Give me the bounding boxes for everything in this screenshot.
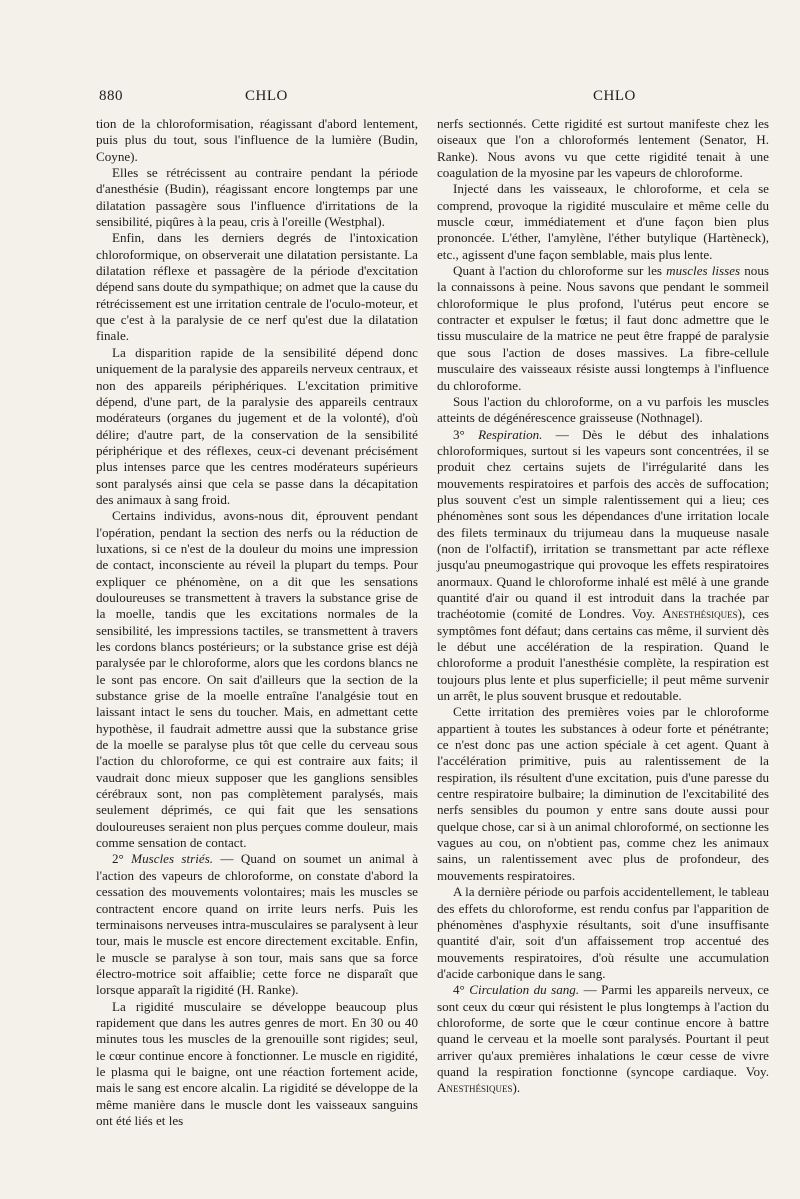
section-number: 2° bbox=[112, 851, 124, 867]
paragraph: Enfin, dans les derniers degrés de l'intoxication chloroformique, on observerait une dilatation persistante. La dilatation réflexe et passagère de la période d'excitation dépend sans doute du sympathique; on admet que la cause du rétrécissement est une irritation centrale de l'oculo-moteur, et que c'est à la paralysie de ce nerf qu'est due la dilatation finale. bbox=[96, 230, 418, 344]
section-number: 3° bbox=[453, 426, 465, 442]
section-title: Respiration. bbox=[478, 426, 543, 442]
section-muscles-stries bbox=[96, 851, 418, 998]
paragraph: Cette irritation des premières voies par le chloroforme appartient à toutes les substances à odeur forte et pénétrante; ce n'est donc pas une action spéciale à cet agent. Quant à l'accélération primitive, puis au ralentissement de la respiration, ils résultent d'une excitation, puis d'une paresse du centre respiratoire bulbaire; la diminution de l'excitabilité des nerfs sensibles du poumon y entre sans doute aussi pour quelque chose, car si à un animal chloroformé, on sectionne les vagues au cou, on n'obtient pas, comme chez les animaux sains, un ralentissement avec plus de profondeur, des mouvements respiratoires. bbox=[437, 704, 769, 883]
paragraph: nerfs sectionnés. Cette rigidité est surtout manifeste chez les oiseaux que l'on a chloroformés lentement (Senator, H. Ranke). Nous avons vu que cette rigidité tenait à une coagulation de la myosine par les vapeurs de chloroforme. bbox=[437, 116, 769, 181]
cross-reference: Anesthésiques bbox=[662, 606, 738, 622]
paragraph: Elles se rétrécissent au contraire pendant la période d'anesthésie (Budin), réagissant encore longtemps par une dilatation passagère sous l'influence d'irritations de la sensibilité, piqûres à la peau, cris à l'oreille (Westphal). bbox=[96, 165, 418, 230]
section-body: — Quand on soumet un animal à l'action des vapeurs de chloroforme, on constate d'abord la cessation des mouvements volontaires; mais les muscles se contractent encore quand on irrite leurs nerfs. Puis les terminaisons nerveuses intra-musculaires se paralysent à leur tour, mais le muscle est encore directement excitable. Enfin, le muscle se paralyse à son tour, mais sans que sa force électro-motrice soit affaiblie; cette force ne disparaît que lorsque apparaît la rigidité (H. Ranke). bbox=[96, 851, 419, 998]
cross-reference: Anesthésiques bbox=[437, 1080, 513, 1096]
paragraph: A la dernière période ou parfois accidentellement, le tableau des effets du chloroforme, est rendu confus par l'apparition de phénomènes d'asphyxie résultants, soit d'une insuffisante quantité d'air, soit d'un affaissement trop accentué des mouvements respiratoires, d'où résulte une accumulation d'acide carbonique dans le sang. bbox=[437, 884, 769, 981]
text-run: nous la connaissons à peine. Nous savons que pendant le sommeil chloroformique le plus profond, l'utérus peut encore se contracter et expulser le fœtus; il faut donc admettre que le tissu musculaire de la matrice ne peut être frappé de paralysie que sous l'action de doses massives. La fibre-cellule musculaire des vaisseaux résiste aussi longtemps à l'influence du chloroforme. bbox=[437, 263, 770, 393]
text-run: Quant à l'action du chloroforme sur les bbox=[453, 263, 667, 279]
paragraph: Certains individus, avons-nous dit, éprouvent pendant l'opération, pendant la section des nerfs ou la réduction de luxations, si ce n'est de la douleur du moins une impression de contact, inconsciente au réveil la plupart du temps. Pour expliquer ce phénomène, on a dit que les sensations douloureuses se transmettent à travers la substance grise de la moelle, tandis que les excitations normales de la sensibilité, les impressions tactiles, se transmettent à travers les cordons blancs postérieurs; or la substance grise est déjà paralysée par le chloroforme, alors que les cordons blancs ne le sont pas encore. On sait d'ailleurs que la section de la substance grise de la moelle entraîne l'analgésie tout en laissant intact le sens du toucher. Mais, en admettant cette hypothèse, il faudrait admettre aussi que la substance grise de la moelle se paralyse plus tôt que celle du cerveau sous l'action du chloroforme, ce qui est contraire aux faits; il vaudrait donc mieux supposer que les ganglions sensibles cérébraux sont, non pas complètement paralysés, mais seulement déprimés, ce qui fait que les sensations douloureuses seraient non plus perçues comme douleur, mais comme sensation de contact. bbox=[96, 508, 418, 851]
running-head-left: CHLO bbox=[245, 88, 288, 104]
paragraph: tion de la chloroformisation, réagissant d'abord lentement, puis plus du tout, sous l'influence de la lumière (Budin, Coyne). bbox=[96, 116, 418, 164]
left-column bbox=[96, 116, 418, 1129]
section-respiration bbox=[437, 427, 769, 705]
paragraph: Sous l'action du chloroforme, on a vu parfois les muscles atteints de dégénérescence graisseuse (Nothnagel). bbox=[437, 393, 769, 426]
paragraph: La rigidité musculaire se développe beaucoup plus rapidement que dans les autres genres de mort. En 30 ou 40 minutes tous les muscles de la grenouille sont rigides; seul, le cœur continue encore à fonctionner. Le muscle en rigidité, le plasma qui le baigne, ont une réaction fortement acide, mais le sang est encore alcalin. La rigidité se développe de la même manière dans le muscle dont les vaisseaux sanguins ont été liés et les bbox=[96, 998, 418, 1128]
paragraph: Injecté dans les vaisseaux, le chloroforme, et cela se comprend, provoque la rigidité musculaire et même celle du muscle cœur, immédiatement et d'une façon bien plus prononcée. L'éther, l'amylène, l'éther butylique (Hartèneck), etc., agissent d'une façon semblable, mais plus lente. bbox=[437, 181, 769, 262]
text-run: — Dès le début des inhalations chloroformiques, surtout si les vapeurs sont concentrées, il se produit chez certains sujets de l'irrégularité dans les mouvements respiratoires et parfois des accès de suffocation; plus souvent c'est un simple ralentissement qui a lieu; ces phénomènes sont sous les dépendances d'une irritation locale des filets terminaux du trijumeau dans la muqueuse nasale (non de l'olfactif), irritation se transmettant par acte réflexe jusqu'au pneumogastrique qui provoque les effets respiratoires anormaux. Quand le chloroforme inhalé est mêlé à une grande quantité d'air ou quand il est introduit dans la trachée par trachéotomie (comité de Londres. Voy. bbox=[437, 426, 769, 622]
page-number: 880 bbox=[99, 88, 123, 104]
section-title: Muscles striés. bbox=[131, 851, 214, 867]
text-run: — Parmi les appareils nerveux, ce sont ceux du cœur qui résistent le plus longtemps à l'action du chloroforme, de sorte que le cœur continue encore à battre quand le cerveau et la moelle sont paralysés. Pourtant il peut arriver qu'aux premières inhalations le cœur cesse de vivre quand la respiration fonctionne (syncope cardiaque. Voy. bbox=[437, 982, 769, 1079]
right-column bbox=[437, 116, 769, 1097]
emphasis: muscles lisses bbox=[666, 263, 741, 279]
text-run: ). bbox=[512, 1080, 521, 1096]
section-title: Circulation du sang. bbox=[469, 982, 580, 998]
section-circulation bbox=[437, 982, 769, 1096]
running-head-right: CHLO bbox=[593, 88, 636, 104]
text-run: ), ces symptômes font défaut; dans certains cas même, il survient dès le début une accélération de la respiration. Quand le chloroforme a produit l'anesthésie complète, la respiration est toujours plus lente et plus superficielle; il peut même survenir un arrêt, le plus souvent brusque et redoutable. bbox=[437, 606, 769, 704]
section-number: 4° bbox=[453, 982, 465, 998]
paragraph: La disparition rapide de la sensibilité dépend donc uniquement de la paralysie des appareils nerveux centraux, et non des appareils périphériques. L'excitation primitive dépend, d'une part, de la paralysie des appareils centraux modérateurs (organes du jugement et de la volonté), d'où délire; d'autre part, de la conservation de la sensibilité périphérique et des réflexes, ceux-ci devenant précisément plus intenses parce que les centres modérateurs supérieurs sont paralysés ainsi que cela se passe dans la décapitation des animaux à sang froid. bbox=[96, 344, 418, 507]
paragraph bbox=[437, 263, 769, 394]
